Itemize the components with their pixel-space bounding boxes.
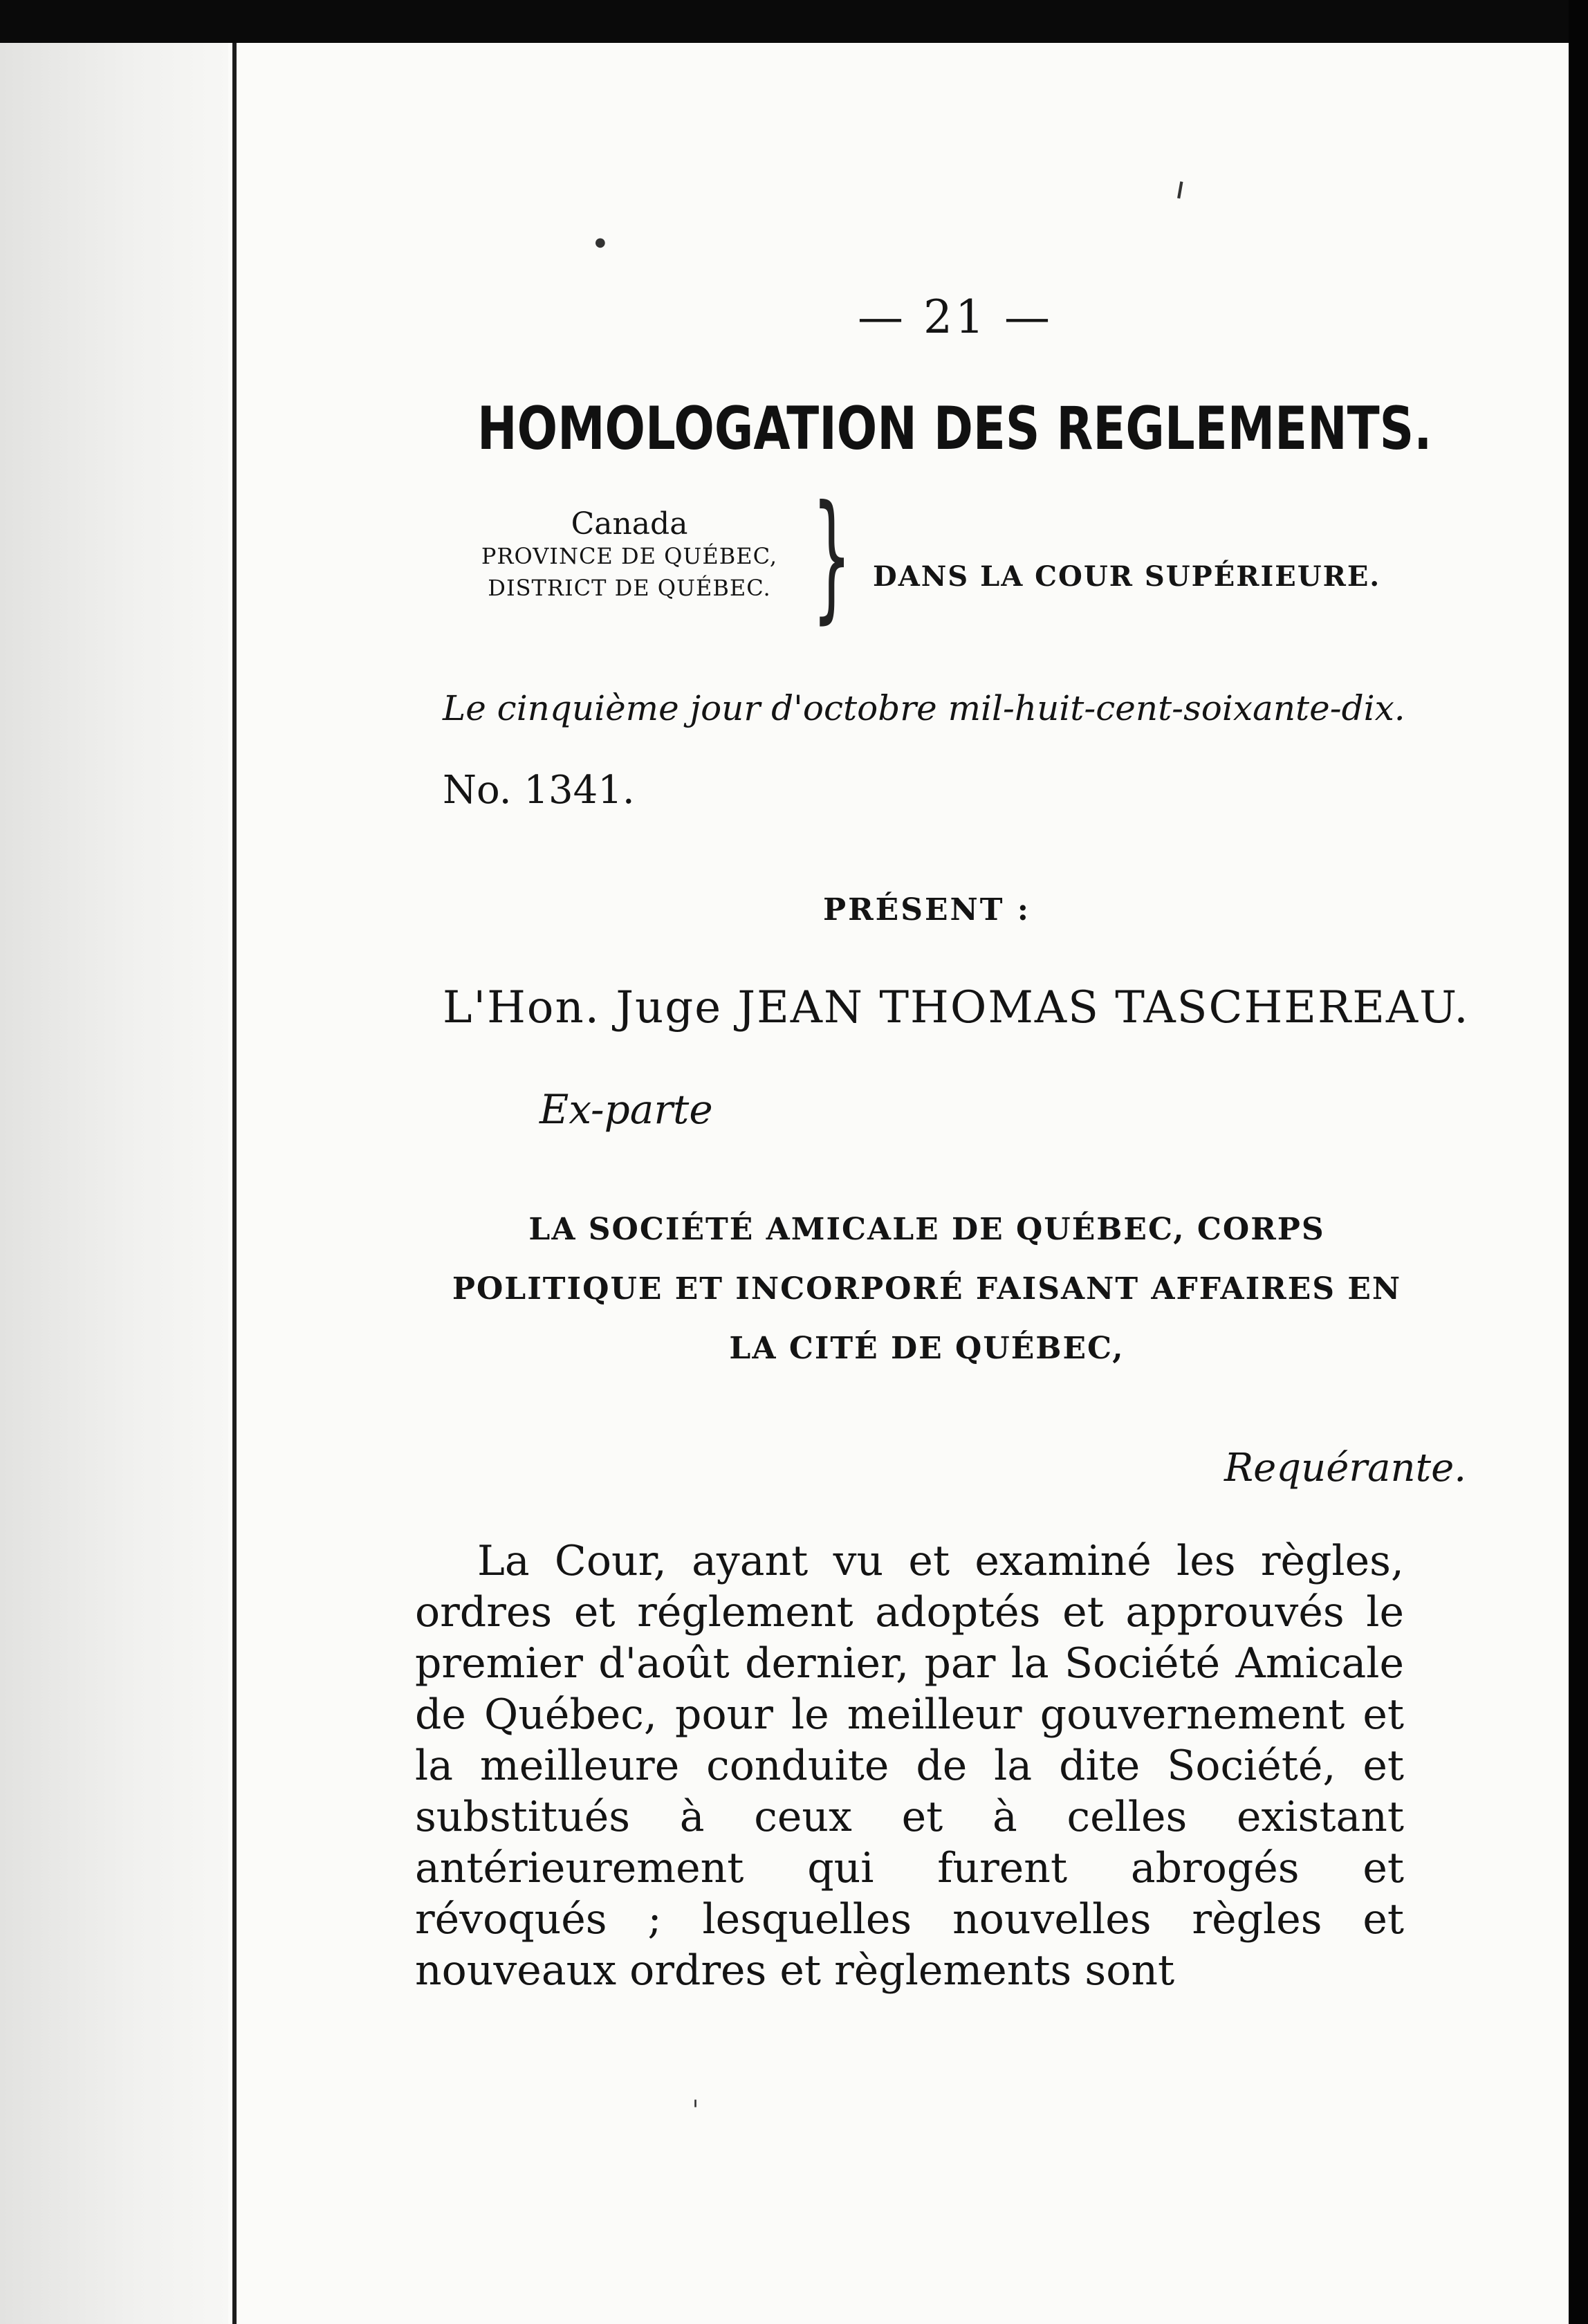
country-label: Canada (571, 506, 688, 542)
brace-icon: } (812, 476, 852, 637)
judge-name: L'Hon. Juge JEAN THOMAS TASCHEREAU. (443, 982, 1470, 1033)
party-name: LA SOCIÉTÉ AMICALE DE QUÉBEC, CORPS POLITIQUE ET INCORPORÉ FAISANT AFFAIRES EN LA CITÉ DE QUÉBEC, (452, 1212, 1402, 1366)
jurisdiction-block (443, 508, 816, 604)
scan-edge (1569, 0, 1588, 2324)
case-number: No. 1341. (443, 768, 635, 813)
judgment-date: Le cinquième jour d'octobre mil-huit-cent-soixante-dix. (443, 688, 1405, 728)
district-label: DISTRICT DE QUÉBEC. (488, 575, 771, 601)
body-paragraph: La Cour, ayant vu et examiné les règles, ordres et réglement adoptés et approuvés le premier d'août dernier, par la Société Amicale de Québec, pour le meilleur gouvernement et la meilleure conduite de la dite Société, et substitués à ceux et à celles existant antérieurement qui furent abrogés et révoqués ; lesquelles nouvelles règles et nouveaux ordres et règlements sont (415, 1537, 1404, 1995)
facing-page-margin (0, 43, 228, 2324)
page-title: HOMOLOGATION DES REGLEMENTS. (477, 394, 1432, 463)
page-number: — 21 — (858, 290, 1053, 344)
binding-fold (232, 43, 237, 2324)
pencil-mark-icon: ᐟ (1165, 172, 1205, 223)
ex-parte-label: Ex-parte (539, 1086, 713, 1133)
ink-speck-icon: ˈ (692, 2096, 699, 2128)
province-label: PROVINCE DE QUÉBEC, (481, 543, 778, 569)
ink-speck-icon: ● (595, 235, 606, 250)
party-role: Requérante. (1224, 1446, 1467, 1491)
court-label: DANS LA COUR SUPÉRIEURE. (873, 560, 1381, 593)
present-label: PRÉSENT : (823, 892, 1031, 928)
